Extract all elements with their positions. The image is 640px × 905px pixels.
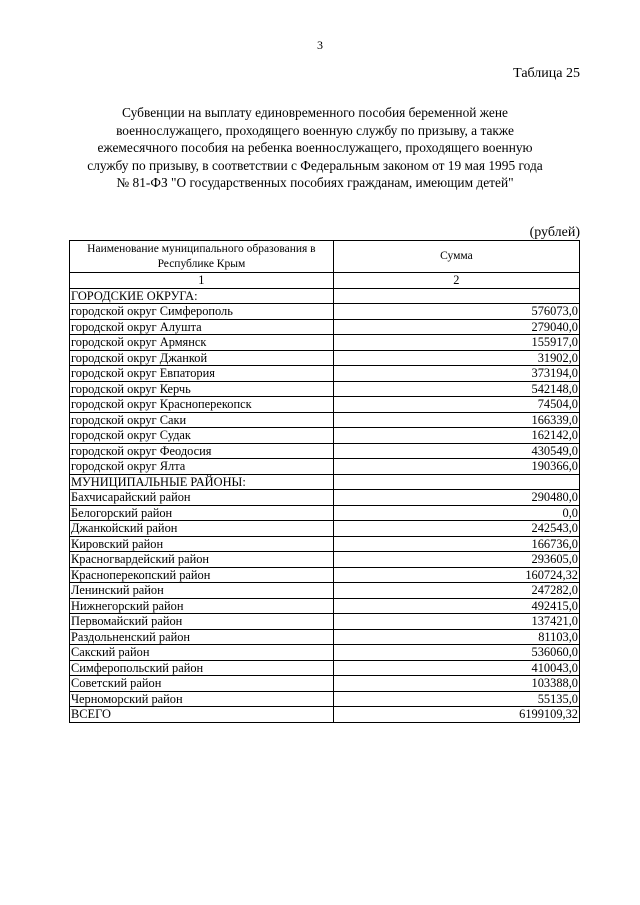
table-row — [70, 691, 580, 707]
row-sum: 536060,0 — [333, 645, 579, 661]
table-row — [70, 645, 580, 661]
section-urban-row — [70, 288, 580, 304]
total-label: ВСЕГО — [70, 707, 334, 723]
row-sum: 55135,0 — [333, 691, 579, 707]
table-row — [70, 490, 580, 506]
section-districts-row — [70, 474, 580, 490]
row-sum: 190366,0 — [333, 459, 579, 475]
row-sum: 576073,0 — [333, 304, 579, 320]
table-row — [70, 412, 580, 428]
row-sum: 430549,0 — [333, 443, 579, 459]
table-row — [70, 676, 580, 692]
row-sum: 293605,0 — [333, 552, 579, 568]
row-name: Ленинский район — [70, 583, 334, 599]
table-row — [70, 443, 580, 459]
row-name: Красногвардейский район — [70, 552, 334, 568]
row-sum: 290480,0 — [333, 490, 579, 506]
row-name: Красноперекопский район — [70, 567, 334, 583]
total-row — [70, 707, 580, 723]
table-row — [70, 583, 580, 599]
table-row — [70, 598, 580, 614]
row-name: Нижнегорский район — [70, 598, 334, 614]
table-row — [70, 335, 580, 351]
table-row — [70, 660, 580, 676]
header-row — [70, 241, 580, 273]
row-name: городской округ Евпатория — [70, 366, 334, 382]
total-sum: 6199109,32 — [333, 707, 579, 723]
row-name: Советский район — [70, 676, 334, 692]
row-sum: 81103,0 — [333, 629, 579, 645]
row-sum: 155917,0 — [333, 335, 579, 351]
section-districts-empty — [333, 474, 579, 490]
column-header-name: Наименование муниципального образования в Республике Крым — [70, 241, 334, 273]
row-sum: 542148,0 — [333, 381, 579, 397]
table-row — [70, 536, 580, 552]
row-sum: 242543,0 — [333, 521, 579, 537]
row-name: Сакский район — [70, 645, 334, 661]
row-name: Симферопольский район — [70, 660, 334, 676]
row-sum: 373194,0 — [333, 366, 579, 382]
row-sum: 31902,0 — [333, 350, 579, 366]
row-name: городской округ Алушта — [70, 319, 334, 335]
row-name: Черноморский район — [70, 691, 334, 707]
document-title: Субвенции на выплату единовременного пособия беременной жене военнослужащего, проходящего военную службу по призыву, а также ежемесячного пособия на ребенка военнослужащего, проходящего военную службу по призыву, в соответствии с Федеральным законом от 19 мая 1995 года № 81-ФЗ "О государственных пособиях гражданам, имеющим детей" — [87, 105, 543, 190]
table-row — [70, 397, 580, 413]
row-name: городской округ Джанкой — [70, 350, 334, 366]
page-number: 3 — [317, 38, 323, 52]
row-sum: 166339,0 — [333, 412, 579, 428]
column-number-1: 1 — [70, 273, 334, 289]
row-name: Кировский район — [70, 536, 334, 552]
section-urban-label: ГОРОДСКИЕ ОКРУГА: — [70, 288, 334, 304]
table-row — [70, 505, 580, 521]
table-row — [70, 629, 580, 645]
row-sum: 103388,0 — [333, 676, 579, 692]
row-name: Бахчисарайский район — [70, 490, 334, 506]
row-sum: 279040,0 — [333, 319, 579, 335]
row-name: городской округ Красноперекопск — [70, 397, 334, 413]
row-name: городской округ Судак — [70, 428, 334, 444]
row-name: Джанкойский район — [70, 521, 334, 537]
row-sum: 74504,0 — [333, 397, 579, 413]
row-name: городской округ Армянск — [70, 335, 334, 351]
column-number-row — [70, 273, 580, 289]
row-name: городской округ Ялта — [70, 459, 334, 475]
table-row — [70, 567, 580, 583]
row-sum: 410043,0 — [333, 660, 579, 676]
table-row — [70, 350, 580, 366]
table-row — [70, 459, 580, 475]
row-sum: 247282,0 — [333, 583, 579, 599]
table-label: Таблица 25 — [513, 66, 580, 81]
row-name: городской округ Симферополь — [70, 304, 334, 320]
column-number-2: 2 — [333, 273, 579, 289]
units-label: (рублей) — [529, 225, 580, 240]
table-row — [70, 319, 580, 335]
table-row — [70, 304, 580, 320]
row-sum: 137421,0 — [333, 614, 579, 630]
row-name: городской округ Феодосия — [70, 443, 334, 459]
row-sum: 0,0 — [333, 505, 579, 521]
row-sum: 160724,32 — [333, 567, 579, 583]
table-row — [70, 521, 580, 537]
row-name: Белогорский район — [70, 505, 334, 521]
table-row — [70, 381, 580, 397]
row-name: городской округ Керчь — [70, 381, 334, 397]
section-urban-empty — [333, 288, 579, 304]
row-name: городской округ Саки — [70, 412, 334, 428]
section-districts-label: МУНИЦИПАЛЬНЫЕ РАЙОНЫ: — [70, 474, 334, 490]
table-row — [70, 366, 580, 382]
table-body — [70, 273, 580, 723]
table-row — [70, 614, 580, 630]
subsidy-table — [69, 240, 580, 723]
table-row — [70, 552, 580, 568]
row-sum: 492415,0 — [333, 598, 579, 614]
row-sum: 162142,0 — [333, 428, 579, 444]
row-name: Первомайский район — [70, 614, 334, 630]
row-sum: 166736,0 — [333, 536, 579, 552]
table-row — [70, 428, 580, 444]
column-header-sum: Сумма — [333, 241, 579, 273]
row-name: Раздольненский район — [70, 629, 334, 645]
